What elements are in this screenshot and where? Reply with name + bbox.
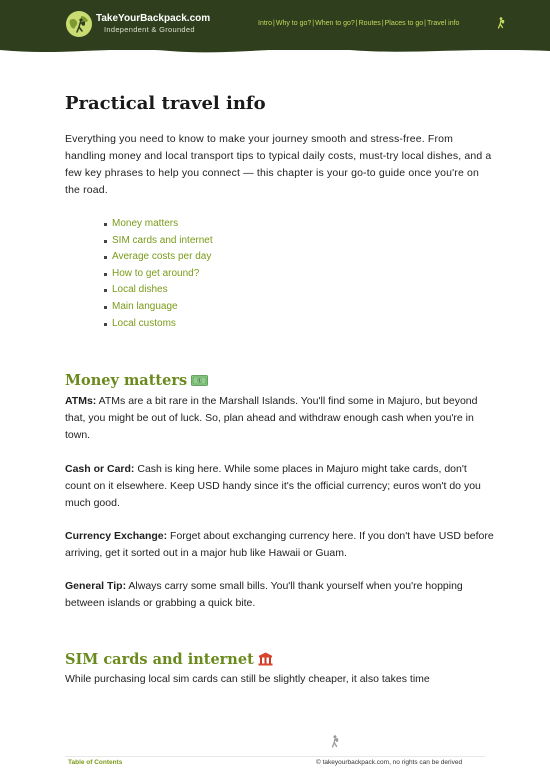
list-item — [104, 233, 213, 250]
tip-label: ATMs: — [65, 395, 97, 407]
footer-divider — [65, 756, 485, 757]
hiker-icon — [496, 17, 506, 29]
header-wave-divider — [0, 42, 550, 72]
toc-link-main-language[interactable]: Main language — [112, 300, 178, 312]
nav-link-when-to-go[interactable]: When to go? — [315, 20, 355, 27]
brand-name[interactable]: TakeYourBackpack.com — [96, 13, 211, 24]
tip-text: Forget about exchanging currency here. If you don't have USD before arriving, get it sorted out in a major hub like Hawaii or Guam. — [65, 530, 494, 559]
toc-link-average-costs[interactable]: Average costs per day — [112, 251, 212, 263]
tip-label: Cash or Card: — [65, 463, 135, 475]
tip-text: ATMs are a bit rare in the Marshall Islands. You'll find some in Majuro, but beyond that, you might be out of luck. So, plan ahead and withdraw enough cash when you're in town. — [65, 395, 478, 441]
list-item — [104, 299, 213, 316]
nav-link-why-to-go[interactable]: Why to go? — [275, 20, 312, 27]
nav-link-travel-info[interactable]: Travel info — [427, 20, 460, 27]
toc-link-local-dishes[interactable]: Local dishes — [112, 284, 168, 296]
tip-paragraph-atms — [65, 393, 495, 444]
tip-text: Always carry some small bills. You'll thank yourself when you're hopping between islands or grabbing a quick bite. — [65, 580, 463, 609]
nav-separator: | — [312, 20, 315, 27]
toc-link-get-around[interactable]: How to get around? — [112, 267, 200, 279]
nav-link-places-to-go[interactable]: Places to go — [384, 20, 424, 27]
brand-tagline: Independent & Grounded — [104, 25, 195, 34]
bank-building-icon — [258, 652, 273, 666]
tip-text: Cash is king here. While some places in Majuro might take cards, don't count on it elsewhere. Keep USD handy since it's the official currency; euros won't do you much good. — [65, 463, 481, 509]
list-item — [104, 266, 213, 283]
top-navigation — [258, 20, 459, 27]
globe-hiker-logo-icon[interactable] — [66, 11, 92, 37]
section-heading-sim-cards — [65, 651, 273, 668]
hiker-icon — [330, 735, 340, 748]
sim-intro-paragraph: While purchasing local sim cards can still be slightly cheaper, it also takes time — [65, 673, 430, 685]
nav-separator: | — [355, 20, 358, 27]
table-of-contents-link[interactable]: Table of Contents — [68, 759, 123, 766]
toc-link-money-matters[interactable]: Money matters — [112, 218, 179, 229]
nav-separator: | — [424, 20, 426, 27]
page-title: Practical travel info — [65, 93, 266, 114]
chapter-contents-list — [104, 216, 213, 332]
section-heading-text: SIM cards and internet — [65, 651, 254, 668]
list-item — [104, 249, 213, 266]
tip-label: Currency Exchange: — [65, 530, 168, 542]
tip-label: General Tip: — [65, 580, 127, 592]
toc-link-sim-cards[interactable]: SIM cards and internet — [112, 234, 213, 246]
svg-text:$: $ — [198, 379, 202, 385]
section-heading-text: Money matters — [65, 372, 188, 389]
nav-link-routes[interactable]: Routes — [358, 20, 381, 27]
nav-separator: | — [381, 20, 384, 27]
tip-paragraph-currency-exchange — [65, 528, 495, 562]
section-heading-money-matters — [65, 372, 208, 389]
intro-paragraph: Everything you need to know to make your journey smooth and stress-free. From handling money and local transport tips to typical daily costs, must-try local dishes, and a few key phrases to help you connect — this chapter is your go-to guide once you're on the road. — [65, 133, 492, 196]
tip-paragraph-general-tip — [65, 578, 495, 612]
toc-link-local-customs[interactable]: Local customs — [112, 317, 176, 329]
nav-link-intro[interactable]: Intro — [258, 20, 273, 27]
tip-paragraph-cash-or-card — [65, 461, 495, 512]
list-item — [104, 282, 213, 299]
nav-separator: | — [273, 20, 275, 27]
money-bill-icon — [191, 374, 208, 387]
list-item — [104, 216, 213, 233]
footer-copyright: © takeyourbackpack.com, no rights can be derived — [316, 759, 463, 766]
list-item — [104, 316, 213, 333]
